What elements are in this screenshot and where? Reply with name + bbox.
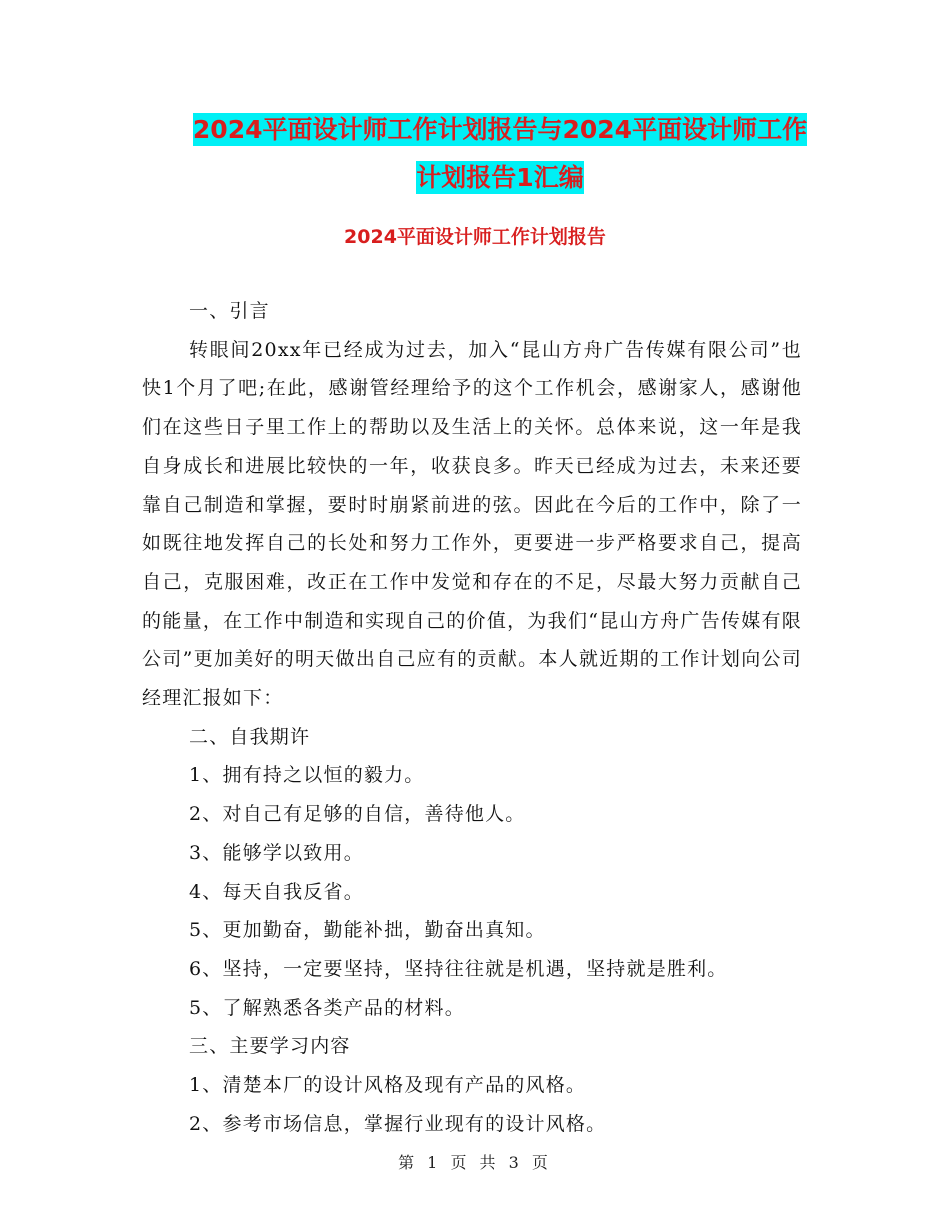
document-body	[142, 292, 802, 1143]
list-item: 5、了解熟悉各类产品的材料。	[189, 996, 465, 1019]
list-item: 6、坚持，一定要坚持，坚持往往就是机遇，坚持就是胜利。	[189, 957, 728, 980]
list-item: 2、对自己有足够的自信，善待他人。	[189, 803, 526, 826]
section-subtitle: 2024平面设计师工作计划报告	[344, 226, 606, 248]
section-heading-learning: 三、主要学习内容	[189, 1035, 351, 1058]
list-item: 3、能够学以致用。	[189, 841, 364, 864]
page-number-footer: 第 1 页 共 3 页	[398, 1153, 552, 1172]
section-heading-expectations: 二、自我期许	[189, 725, 311, 748]
list-item: 1、拥有持之以恒的毅力。	[189, 764, 425, 787]
section-heading-intro: 一、引言	[189, 300, 270, 322]
title-line-2: 计划报告1汇编	[416, 163, 584, 192]
list-item: 1、清楚本厂的设计风格及现有产品的风格。	[189, 1074, 587, 1097]
document-title	[140, 106, 860, 202]
list-item: 2、参考市场信息，掌握行业现有的设计风格。	[189, 1112, 607, 1135]
title-line-1: 2024平面设计师工作计划报告与2024平面设计师工作	[192, 115, 808, 144]
list-item: 4、每天自我反省。	[189, 880, 364, 903]
intro-paragraph: 转眼间20xx年已经成为过去，加入“昆山方舟广告传媒有限公司”也快1个月了吧;在此，感谢管经理给予的这个工作机会，感谢家人，感谢他们在这些日子里工作上的帮助以及生活上的关怀。总体来说，这一年是我自身成长和进展比较快的一年，收获良多。昨天已经成为过去，未来还要靠自己制造和掌握，要时时崩紧前进的弦。因此在今后的工作中，除了一如既往地发挥自己的长处和努力工作外，更要进一步严格要求自己，提高自己，克服困难，改正在工作中发觉和存在的不足，尽最大努力贡献自己的能量，在工作中制造和实现自己的价值，为我们“昆山方舟广告传媒有限公司”更加美好的明天做出自己应有的贡献。本人就近期的工作计划向公司经理汇报如下：	[142, 338, 802, 710]
list-item: 5、更加勤奋，勤能补拙，勤奋出真知。	[189, 919, 546, 942]
